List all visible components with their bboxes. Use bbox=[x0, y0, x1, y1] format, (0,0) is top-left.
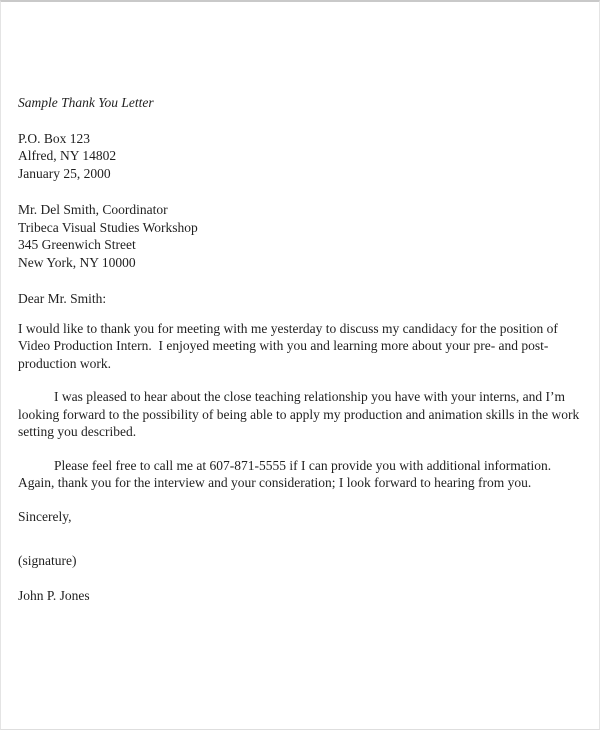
closing: Sincerely, bbox=[18, 508, 72, 524]
salutation: Dear Mr. Smith: bbox=[18, 291, 107, 306]
letter-title: Sample Thank You Letter bbox=[18, 95, 154, 110]
body-paragraph-2: I was pleased to hear about the close teaching relationship you have with your interns, and I’m looking forward to the possibility of being able to apply my production and animation skills in the work setting you described. bbox=[18, 389, 583, 439]
recipient-address-block bbox=[18, 201, 583, 271]
recipient-organization: Tribeca Visual Studies Workshop bbox=[18, 219, 198, 235]
recipient-name: Mr. Del Smith, Coordinator bbox=[18, 202, 168, 217]
letter-date: January 25, 2000 bbox=[18, 165, 111, 181]
signature-placeholder: (signature) bbox=[18, 553, 77, 568]
signature-name: John P. Jones bbox=[18, 587, 90, 603]
sender-po-box: P.O. Box 123 bbox=[18, 130, 91, 146]
sender-address-block bbox=[18, 130, 583, 183]
body-paragraph-1: I would like to thank you for meeting with me yesterday to discuss my candidacy for the position of Video Production Intern. I enjoyed meeting with you and learning more about your pre- and post-production work. bbox=[18, 320, 562, 371]
recipient-street: 345 Greenwich Street bbox=[18, 237, 136, 252]
body-paragraph-3: Please feel free to call me at 607-871-5555 if I can provide you with additional information. Again, thank you for the interview and your consideration; I look forward to hearing from you. bbox=[18, 457, 558, 490]
recipient-city-line: New York, NY 10000 bbox=[18, 254, 136, 270]
sender-city-line: Alfred, NY 14802 bbox=[18, 148, 117, 163]
